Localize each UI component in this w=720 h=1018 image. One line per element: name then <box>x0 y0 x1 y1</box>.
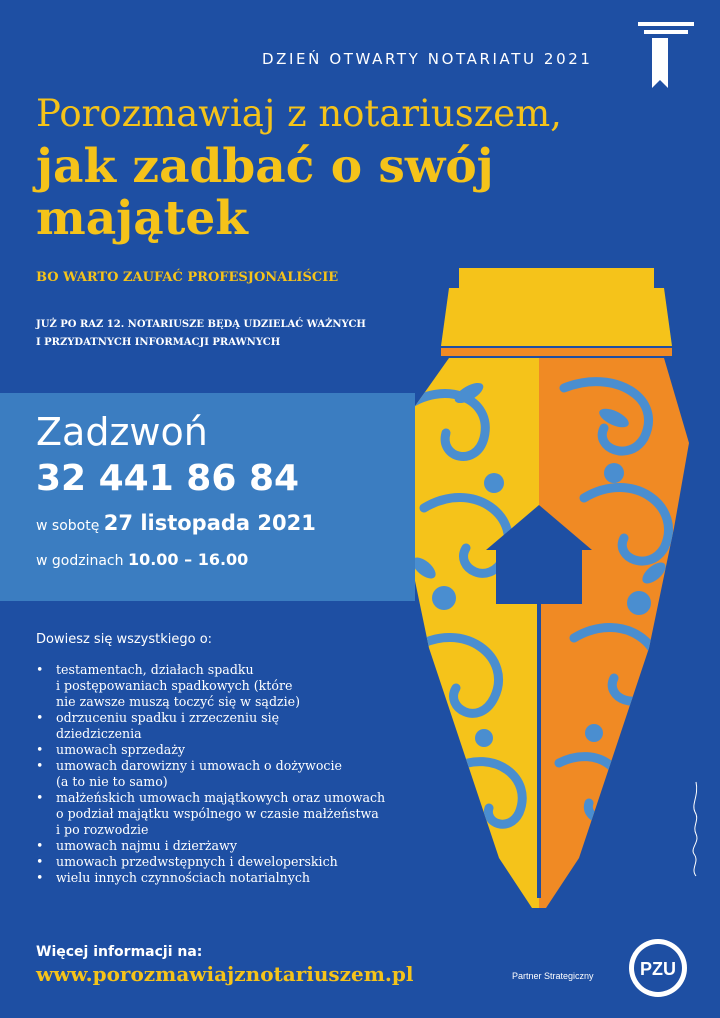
column-emblem-icon <box>638 22 698 92</box>
call-label: Zadzwoń <box>36 410 208 454</box>
phone-number[interactable]: 32 441 86 84 <box>36 458 300 499</box>
event-title: DZIEŃ OTWARTY NOTARIATU 2021 <box>262 50 593 68</box>
event-date: 27 listopada 2021 <box>103 511 316 535</box>
hours-line <box>36 550 248 569</box>
pzu-logo <box>628 938 688 998</box>
list-item: • wielu innych czynnościach notarialnych <box>36 870 385 886</box>
headline-main <box>36 141 494 245</box>
subheadline: BO WARTO ZAUFAĆ PROFESJONALIŚCIE <box>36 270 339 285</box>
hours-prefix: w godzinach <box>36 553 124 569</box>
list-item: • małżeńskich umowach majątkowych oraz umowach o podział majątku wspólnego w czasie małżeństwa i po rozwodzie <box>36 790 385 838</box>
list-item: • odrzuceniu spadku i zrzeczeniu się dziedziczenia <box>36 710 385 742</box>
intro-line2: I PRZYDATNYCH INFORMACJI PRAWNYCH <box>36 337 281 348</box>
list-item: • umowach przedwstępnych i deweloperskich <box>36 854 385 870</box>
intro-text <box>36 316 366 352</box>
date-prefix: w sobotę <box>36 518 100 534</box>
list-item: • testamentach, działach spadku i postępowaniach spadkowych (które nie zawsze muszą toczyć się w sądzie) <box>36 662 385 710</box>
list-item: • umowach sprzedaży <box>36 742 385 758</box>
headline-line2: jak zadbać o swój <box>36 139 494 194</box>
event-hours: 10.00 – 16.00 <box>127 550 249 569</box>
topics-intro: Dowiesz się wszystkiego o: <box>36 632 213 647</box>
headline-line1: Porozmawiaj z notariuszem, <box>36 92 562 135</box>
pzu-logo-text: PZU <box>640 959 676 979</box>
fountain-pen-nib-illustration <box>384 268 694 918</box>
list-item: • umowach najmu i dzierżawy <box>36 838 385 854</box>
signature <box>688 778 704 878</box>
more-info-label: Więcej informacji na: <box>36 944 203 960</box>
date-line <box>36 511 316 535</box>
intro-line1: JUŻ PO RAZ 12. NOTARIUSZE BĘDĄ UDZIELAĆ WAŻNYCH <box>36 319 366 330</box>
partner-label: Partner Strategiczny <box>512 971 594 981</box>
website-link[interactable]: www.porozmawiajznotariuszem.pl <box>36 962 414 986</box>
list-item: • umowach darowizny i umowach o dożywocie (a to nie to samo) <box>36 758 385 790</box>
headline-line3: majątek <box>36 191 248 246</box>
topics-list <box>36 662 385 886</box>
